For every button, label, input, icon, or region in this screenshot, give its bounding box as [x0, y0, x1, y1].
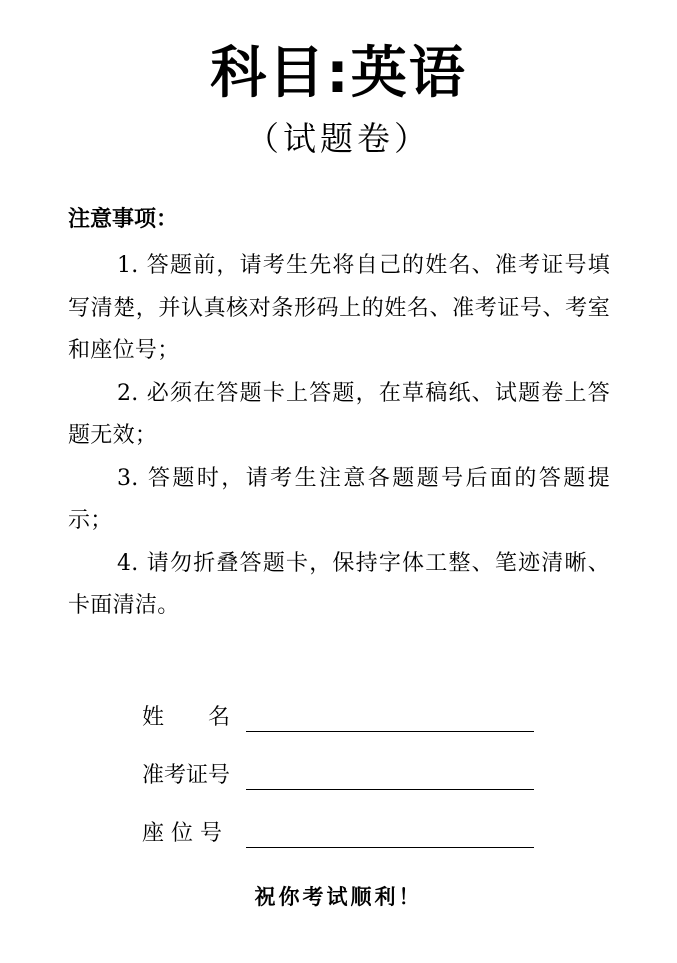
- seat-label: 座 位 号: [142, 821, 222, 846]
- notice-item-1: 1. 答题前，请考生先将自己的姓名、准考证号填写清楚，并认真核对条形码上的姓名、准考证号、考室和座位号；: [68, 253, 610, 363]
- notice-item-3: 3. 答题时，请考生注意各题题号后面的答题提示；: [68, 465, 610, 533]
- notice-item-2: 2. 必须在答题卡上答题，在草稿纸、试题卷上答题无效；: [68, 380, 610, 448]
- notice-list: [68, 245, 610, 628]
- page-title: 科目:英语: [210, 41, 467, 106]
- exam-id-blank-line[interactable]: [246, 789, 534, 790]
- notice-item-4: 4. 请勿折叠答题卡，保持字体工整、笔迹清晰、卡面清洁。: [68, 550, 610, 618]
- good-luck-message: 祝你考试顺利！: [254, 885, 423, 909]
- seat-field-row: [142, 794, 542, 852]
- name-blank-line[interactable]: [246, 731, 534, 732]
- candidate-info-fields: [142, 678, 542, 852]
- exam-id-label: 准考证号: [142, 763, 231, 788]
- exam-id-field-row: [142, 736, 542, 794]
- page-subtitle: （试题卷）: [246, 119, 431, 158]
- name-field-row: [142, 678, 542, 736]
- name-label: 姓 名: [142, 705, 231, 730]
- notice-heading: 注意事项：: [68, 207, 179, 232]
- seat-blank-line[interactable]: [246, 847, 534, 848]
